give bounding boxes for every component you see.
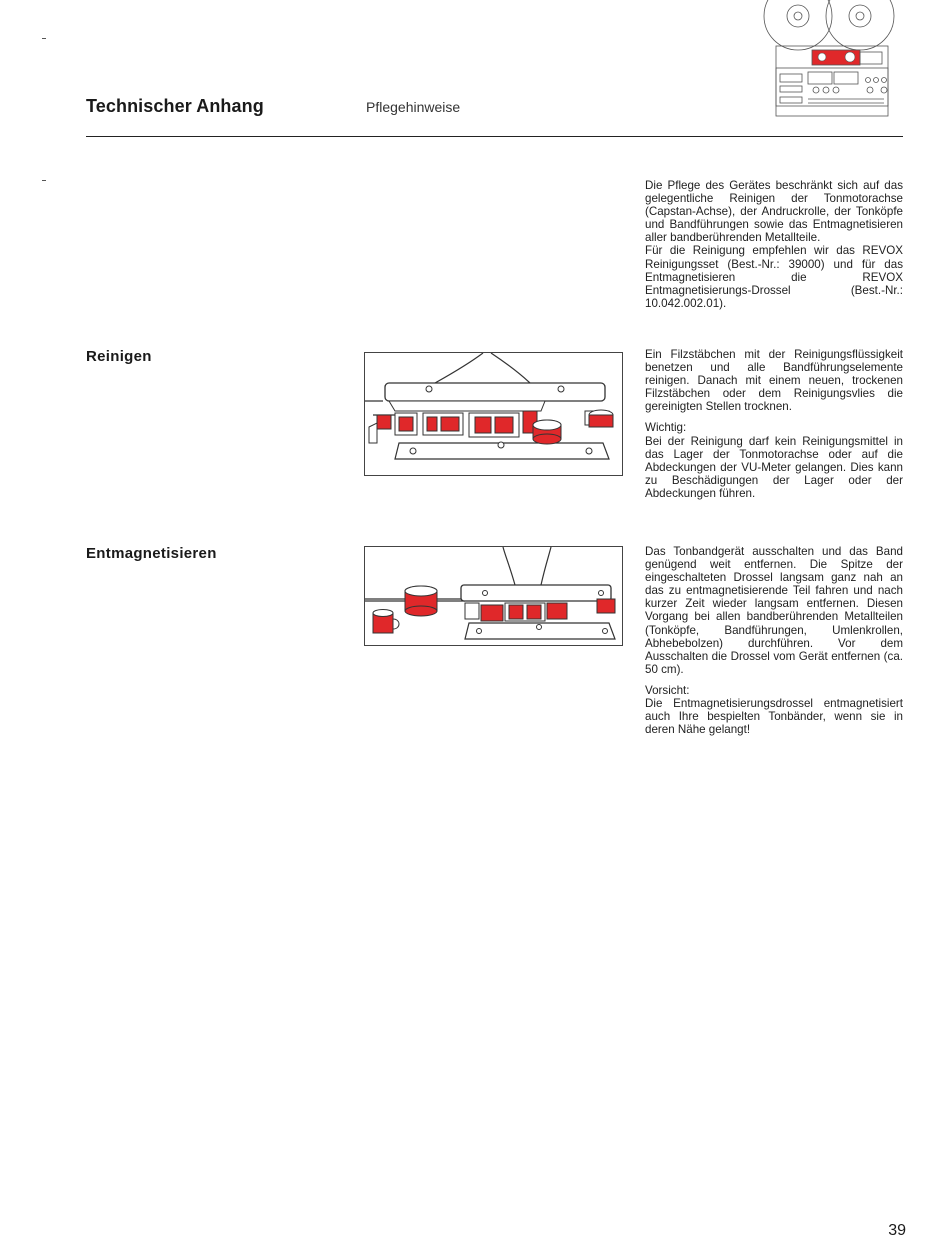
section-heading-cleaning: Reinigen bbox=[86, 348, 152, 365]
demagnetizing-text bbox=[645, 545, 903, 736]
cleaning-illustration bbox=[364, 352, 623, 476]
intro-paragraph: Die Pflege des Gerätes beschränkt sich auf das gelegentliche Reinigen der Tonmotorachse (Capstan-Achse), der Andruckrolle, der Tonköpfe und Bandführungen sowie das Entmagnetisieren aller bandberührenden Metallteile. bbox=[645, 179, 903, 245]
margin-mark bbox=[42, 38, 46, 39]
demagnetizing-illustration bbox=[364, 546, 623, 646]
demagnetizing-note: Die Entmagnetisierungsdrossel entmagnetisiert auch Ihre bespielten Tonbänder, wenn sie in deren Nähe gelangt! bbox=[645, 697, 903, 737]
cleaning-note: Bei der Reinigung darf kein Reinigungsmittel in das Lager der Tonmotorachse oder auf die Abdeckungen der VU-Meter gelangen. Dies kann zu Beschädigungen der Lager oder der Abdeckungen führen. bbox=[645, 434, 903, 500]
demagnetizing-paragraph: Das Tonbandgerät ausschalten und das Band genügend weit entfernen. Die Spitze der eingeschalteten Drossel langsam ganz nah an das zu entmagnetisierende Teil fahren und nach kurzer Zeit wieder langsam entfernen. Diesen Vorgang bei allen bandberührenden Metallteilen (Tonköpfe, Bandführungen, Umlenkrollen, Abhebebolzen) durchführen. Vor dem Ausschalten die Drossel vom Gerät entfernen (ca. 50 cm). bbox=[645, 545, 903, 676]
intro-text bbox=[645, 179, 903, 310]
cleaning-text bbox=[645, 348, 903, 500]
header-rule bbox=[86, 136, 903, 137]
margin-mark bbox=[42, 180, 46, 181]
cleaning-note-label: Wichtig: bbox=[645, 421, 687, 435]
section-heading-demagnetizing: Entmagnetisieren bbox=[86, 545, 217, 562]
tape-recorder-thumbnail bbox=[760, 0, 900, 118]
demagnetizing-note-label: Vorsicht: bbox=[645, 683, 690, 697]
cleaning-paragraph: Ein Filzstäbchen mit der Reinigungsflüssigkeit benetzen und alle Bandführungselemente reinigen. Danach mit einem neuen, trockenen Filzstäbchen oder dem Reinigungsvlies die gereinigten Stellen trocknen. bbox=[645, 348, 903, 414]
page-number: 39 bbox=[888, 1222, 906, 1239]
page-title: Technischer Anhang bbox=[86, 96, 264, 116]
page-subtitle: Pflegehinweise bbox=[366, 99, 461, 115]
intro-paragraph: Für die Reinigung empfehlen wir das REVOX Reinigungsset (Best.-Nr.: 39000) und für das Entmagnetisieren die REVOX Entmagnetisierungs-Drossel (Best.-Nr.: 10.042.002.01). bbox=[645, 244, 903, 310]
